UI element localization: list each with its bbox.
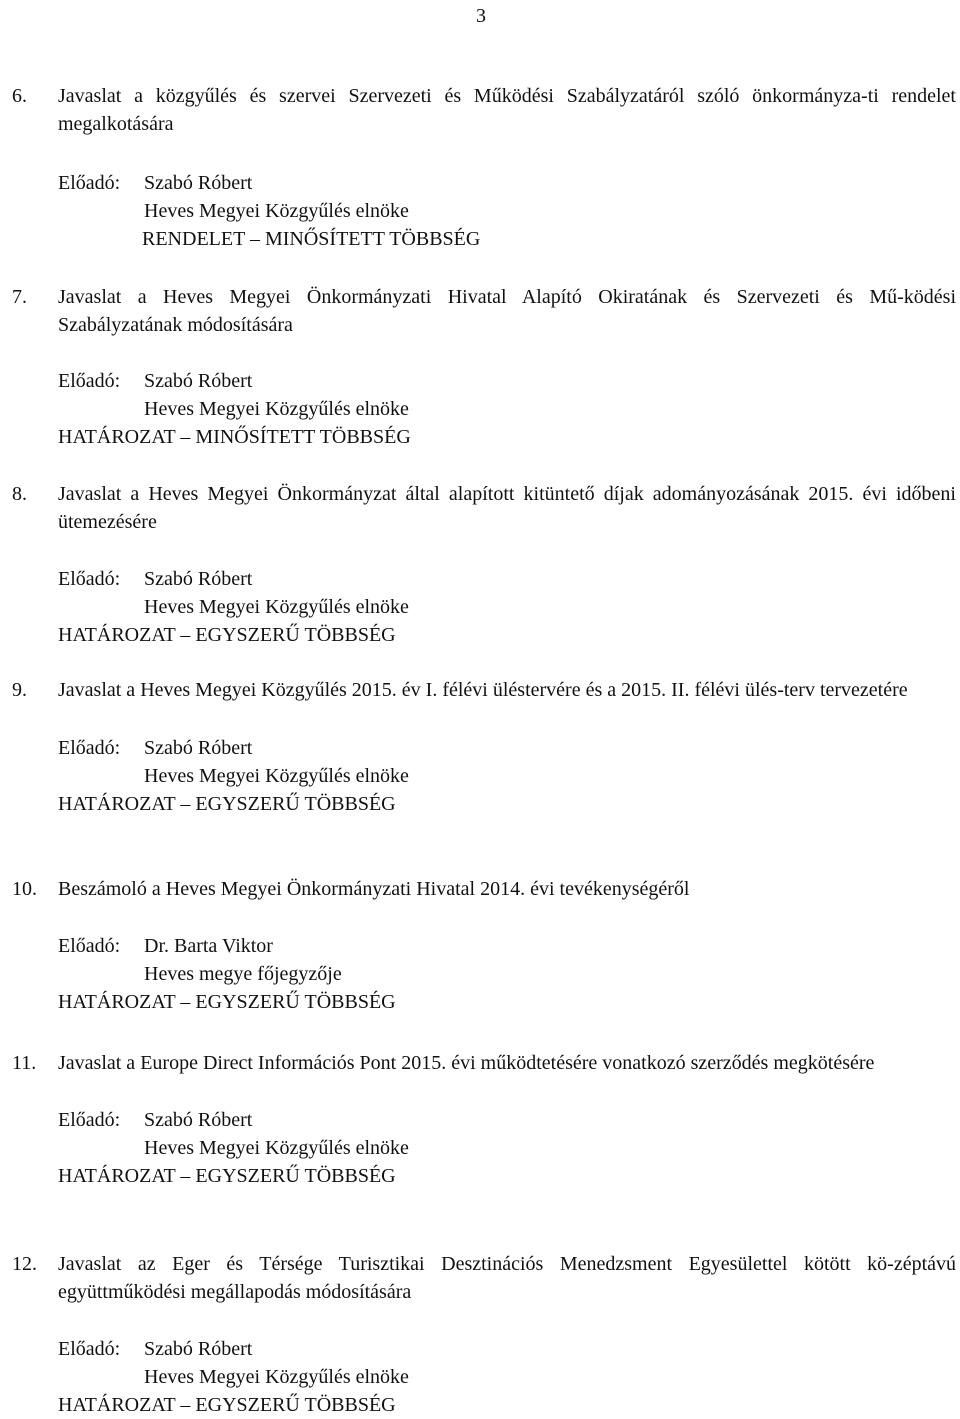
decision-type: HATÁROZAT – EGYSZERŰ TÖBBSÉG: [58, 793, 396, 815]
presenter-name: Szabó Róbert: [144, 1338, 253, 1360]
presenter-role: Heves Megyei Közgyűlés elnöke: [144, 765, 409, 787]
decision-type: RENDELET – MINŐSÍTETT TÖBBSÉG: [142, 228, 481, 250]
page-number: 3: [476, 5, 486, 27]
presenter-label: Előadó:: [58, 1338, 121, 1360]
item-number: 8.: [12, 483, 27, 505]
item-number: 10.: [12, 878, 37, 900]
agenda-item-10: [12, 875, 956, 1016]
decision-type: HATÁROZAT – EGYSZERŰ TÖBBSÉG: [58, 624, 396, 646]
presenter-block: [58, 932, 956, 1016]
presenter-role: Heves Megyei Közgyűlés elnöke: [144, 596, 409, 618]
presenter-label: Előadó:: [58, 568, 121, 590]
item-number: 7.: [12, 286, 27, 308]
presenter-block: [58, 1106, 956, 1190]
presenter-block: [58, 169, 956, 225]
presenter-name: Szabó Róbert: [144, 370, 253, 392]
presenter-role: Heves Megyei Közgyűlés elnöke: [144, 200, 409, 222]
agenda-item-6: [12, 82, 956, 253]
agenda-item-9: [12, 676, 956, 818]
presenter-name: Szabó Róbert: [144, 1109, 253, 1131]
item-title: Javaslat a közgyűlés és szervei Szervezeti és Működési Szabályzatáról szóló önkormányza-ti rendelet megalkotására: [58, 85, 956, 135]
presenter-block: [58, 1335, 956, 1419]
presenter-name: Szabó Róbert: [144, 172, 253, 194]
item-title: Javaslat a Europe Direct Információs Pont 2015. évi működtetésére vonatkozó szerződés megkötésére: [58, 1052, 875, 1074]
item-number: 6.: [12, 85, 27, 107]
agenda-item-8: [12, 480, 956, 649]
presenter-role: Heves megye főjegyzője: [144, 963, 342, 985]
item-number: 9.: [12, 679, 27, 701]
item-title: Javaslat az Eger és Térsége Turisztikai Desztinációs Menedzsment Egyesülettel kötött kö-zéptávú együttműködési megállapodás módosítására: [58, 1253, 956, 1303]
decision-type: HATÁROZAT – EGYSZERŰ TÖBBSÉG: [58, 991, 396, 1013]
agenda-item-7: [12, 283, 956, 451]
presenter-name: Szabó Róbert: [144, 568, 253, 590]
presenter-role: Heves Megyei Közgyűlés elnöke: [144, 1366, 409, 1388]
presenter-block: [58, 734, 956, 818]
agenda-item-12: [12, 1250, 956, 1419]
presenter-block: [58, 565, 956, 649]
presenter-block: [58, 367, 956, 451]
presenter-label: Előadó:: [58, 737, 121, 759]
decision-type: HATÁROZAT – EGYSZERŰ TÖBBSÉG: [58, 1165, 396, 1187]
presenter-name: Dr. Barta Viktor: [144, 935, 273, 957]
item-number: 11.: [12, 1052, 37, 1074]
presenter-label: Előadó:: [58, 1109, 121, 1131]
item-title: Javaslat a Heves Megyei Önkormányzati Hivatal Alapító Okiratának és Szervezeti és Mű-ködési Szabályzatának módosítására: [58, 286, 956, 336]
presenter-role: Heves Megyei Közgyűlés elnöke: [144, 398, 409, 420]
decision-type: HATÁROZAT – MINŐSÍTETT TÖBBSÉG: [58, 426, 411, 448]
item-title: Javaslat a Heves Megyei Önkormányzat által alapított kitüntető díjak adományozásának 2015. évi időbeni ütemezésére: [58, 483, 956, 533]
item-title: Javaslat a Heves Megyei Közgyűlés 2015. év I. félévi üléstervére és a 2015. II. félévi ülés-terv tervezetére: [58, 679, 908, 701]
item-number: 12.: [12, 1253, 37, 1275]
presenter-name: Szabó Róbert: [144, 737, 253, 759]
item-title: Beszámoló a Heves Megyei Önkormányzati Hivatal 2014. évi tevékenységéről: [58, 878, 690, 900]
decision-type: HATÁROZAT – EGYSZERŰ TÖBBSÉG: [58, 1394, 396, 1416]
presenter-role: Heves Megyei Közgyűlés elnöke: [144, 1137, 409, 1159]
presenter-label: Előadó:: [58, 172, 121, 194]
presenter-label: Előadó:: [58, 935, 121, 957]
agenda-item-11: [12, 1049, 956, 1190]
presenter-label: Előadó:: [58, 370, 121, 392]
